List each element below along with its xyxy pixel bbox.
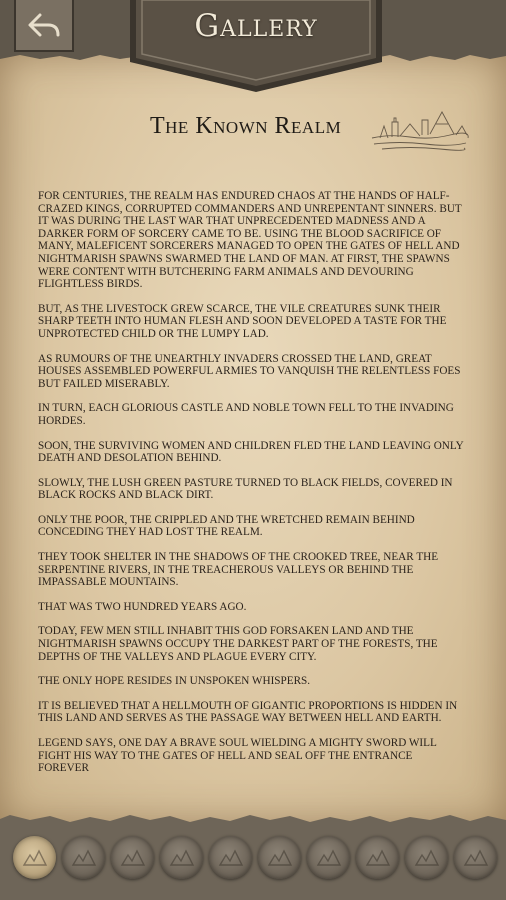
- locked-thumb-icon: [69, 843, 99, 873]
- gallery-thumbnail[interactable]: [62, 836, 105, 879]
- gallery-thumbnail[interactable]: [13, 836, 56, 879]
- story-paragraph: LEGEND SAYS, ONE DAY A BRAVE SOUL WIELDING A MIGHTY SWORD WILL FIGHT HIS WAY TO THE GATES OF HELL AND SEAL OFF THE ENTRANCE FOREVER: [38, 737, 437, 775]
- gallery-thumbnail[interactable]: [209, 836, 252, 879]
- gallery-thumbnail[interactable]: [258, 836, 301, 879]
- back-button[interactable]: [14, 0, 74, 52]
- locked-thumb-icon: [167, 843, 197, 873]
- story-paragraph: THE ONLY HOPE RESIDES IN UNSPOKEN WHISPERS.: [38, 675, 311, 688]
- story-paragraph: IT IS BELIEVED THAT A HELLMOUTH OF GIGANTIC PROPORTIONS IS HIDDEN IN THIS LAND AND SERVES AS THE PASSAGE WAY BETWEEN HELL AND EARTH.: [38, 699, 458, 725]
- gallery-thumbnail-strip: [0, 836, 506, 888]
- story-paragraph: FOR CENTURIES, THE REALM HAS ENDURED CHAOS AT THE HANDS OF HALF-CRAZED KINGS, CORRUPTED COMMANDERS AND UNREPENTANT SINNERS. BUT IT WAS DURING THE LAST WAR THAT UNPRECEDENTED MADNESS AND A DARKER FORM OF SORCERY CAME TO BE. USING THE BLOOD SACRIFICE OF MANY, MALEFICENT SORCERERS MANAGED TO OPEN THE GATES OF HELL AND NIGHTMARISH SPAWNS SWARMED THE LAND OF MAN. AT FIRST, THE SPAWNS WERE CONTENT WITH BUTCHERING FARM ANIMALS AND DEVOURING FLIGHTLESS BIRDS.: [38, 190, 462, 291]
- locked-thumb-icon: [265, 843, 295, 873]
- story-paragraph: TODAY, FEW MEN STILL INHABIT THIS GOD FORSAKEN LAND AND THE NIGHTMARISH SPAWNS OCCUPY THE DARKEST PART OF THE FORESTS, THE DEPTHS OF THE VALLEYS AND PLAGUE EVERY CITY.: [38, 625, 438, 663]
- story-text: [38, 190, 466, 787]
- entry-title: The Known Realm: [150, 113, 342, 139]
- gallery-thumbnail[interactable]: [356, 836, 399, 879]
- gallery-thumbnail[interactable]: [111, 836, 154, 879]
- gallery-thumbnail[interactable]: [454, 836, 497, 879]
- locked-thumb-icon: [461, 843, 491, 873]
- story-paragraph: SOON, THE SURVIVING WOMEN AND CHILDREN FLED THE LAND LEAVING ONLY DEATH AND DESOLATION BEHIND.: [38, 439, 464, 465]
- gallery-thumbnail[interactable]: [160, 836, 203, 879]
- story-paragraph: THAT WAS TWO HUNDRED YEARS AGO.: [38, 600, 247, 613]
- story-paragraph: THEY TOOK SHELTER IN THE SHADOWS OF THE CROOKED TREE, NEAR THE SERPENTINE RIVERS, IN THE TREACHEROUS VALLEYS OR BEHIND THE IMPASSABLE MOUNTAINS.: [38, 551, 439, 589]
- castle-sketch-icon: [370, 104, 470, 154]
- story-paragraph: IN TURN, EACH GLORIOUS CASTLE AND NOBLE TOWN FELL TO THE INVADING HORDES.: [38, 402, 454, 427]
- locked-thumb-icon: [412, 843, 442, 873]
- torn-edge-bottom: [0, 812, 506, 828]
- locked-thumb-icon: [314, 843, 344, 873]
- story-paragraph: ONLY THE POOR, THE CRIPPLED AND THE WRETCHED REMAIN BEHIND CONCEDING THEY HAD LOST THE REALM.: [38, 513, 415, 539]
- story-paragraph: AS RUMOURS OF THE UNEARTHLY INVADERS CROSSED THE LAND, GREAT HOUSES ASSEMBLED POWERFUL ARMIES TO VANQUISH THE RELENTLESS FOES BUT FAILED MISERABLY.: [38, 352, 461, 390]
- locked-thumb-icon: [118, 843, 148, 873]
- story-paragraph: SLOWLY, THE LUSH GREEN PASTURE TURNED TO BLACK FIELDS, COVERED IN BLACK ROCKS AND BLACK DIRT.: [38, 476, 453, 502]
- gallery-thumbnail[interactable]: [405, 836, 448, 879]
- story-paragraph: BUT, AS THE LIVESTOCK GREW SCARCE, THE VILE CREATURES SUNK THEIR SHARP TEETH INTO HUMAN FLESH AND SOON DEVELOPED A TASTE FOR THE UNPROTECTED CHILD OR THE LUMPY LAD.: [38, 302, 447, 340]
- realm-map-thumb-icon: [20, 843, 50, 873]
- gallery-thumbnail[interactable]: [307, 836, 350, 879]
- page-title: Gallery: [194, 8, 318, 44]
- back-arrow-icon: [26, 11, 62, 39]
- locked-thumb-icon: [216, 843, 246, 873]
- locked-thumb-icon: [363, 843, 393, 873]
